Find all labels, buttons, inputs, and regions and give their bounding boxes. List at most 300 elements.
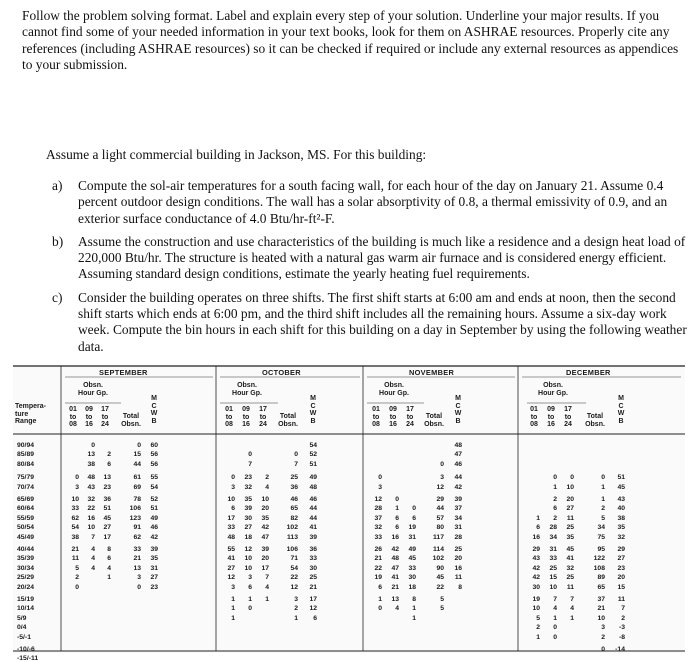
temperature-range-label: 15/19 — [17, 596, 35, 603]
bin-hours-cell: 4 — [91, 564, 95, 572]
mcwb-header-letter: C — [618, 402, 624, 410]
bin-hours-cell: 39 — [150, 546, 158, 553]
bin-hours-cell: 12 — [290, 583, 298, 591]
bin-hours-cell: -8 — [618, 633, 625, 641]
temperature-range-label: 85/89 — [17, 451, 35, 459]
bin-hours-cell: 114 — [433, 546, 444, 553]
bin-hours-cell: 35 — [566, 533, 574, 541]
bin-hours-cell: 11 — [71, 555, 79, 563]
bin-hours-cell: 16 — [87, 514, 95, 522]
obsn-label: Obsn. — [83, 382, 103, 389]
bin-hours-cell: 35 — [244, 496, 252, 503]
bin-hours-cell: 27 — [617, 555, 625, 563]
bin-hours-cell: 2 — [107, 451, 111, 459]
mcwb-header-letter: B — [310, 417, 316, 425]
bin-hours-cell: 102 — [432, 555, 444, 563]
mcwb-header-letter: W — [309, 410, 317, 418]
bin-hours-cell: 43 — [532, 555, 540, 563]
bin-hours-cell: 89 — [597, 574, 605, 582]
bin-hours-cell: 23 — [244, 474, 252, 482]
bin-hours-cell: 4 — [265, 583, 269, 591]
temperature-range-label: 20/24 — [17, 583, 35, 591]
bin-hours-cell: 11 — [617, 596, 625, 603]
bin-hours-cell: 47 — [454, 451, 462, 459]
bin-hours-cell: 47 — [391, 564, 399, 572]
bin-hours-cell: 33 — [408, 564, 416, 572]
bin-hours-cell: 2 — [75, 574, 79, 582]
hour-group-header-line: 09 — [547, 406, 555, 413]
bin-hours-cell: -3 — [618, 624, 625, 632]
bin-hours-cell: 46 — [150, 524, 158, 532]
bin-hours-cell: 34 — [549, 533, 557, 541]
bin-hours-cell: 44 — [309, 505, 317, 513]
bin-hours-cell: 44 — [133, 460, 141, 468]
bin-hours-cell: 65 — [597, 583, 605, 591]
total-obsn-header — [274, 413, 302, 428]
hour-group-header-line: to — [85, 413, 93, 421]
hour-group-header-line: 01 — [372, 406, 380, 413]
bin-hours-cell: 46 — [454, 460, 462, 468]
bin-hours-cell: 12 — [244, 546, 252, 553]
bin-hours-cell: 23 — [150, 583, 158, 591]
hour-group-header-line: 16 — [389, 421, 397, 429]
bin-hours-cell: 21 — [309, 583, 317, 591]
bin-hours-cell: 7 — [553, 596, 557, 603]
bin-hours-cell: 32 — [374, 524, 382, 532]
bin-hours-cell: 37 — [454, 505, 462, 513]
bin-hours-cell: 7 — [265, 574, 269, 582]
bin-hours-cell: 6 — [248, 583, 252, 591]
mcwb-header-letter: W — [617, 410, 625, 418]
bin-hours-cell: 3 — [231, 583, 235, 591]
bin-hours-cell: 48 — [87, 474, 95, 482]
hour-group-label: Hour Gp. — [379, 390, 409, 397]
bin-hours-cell: 54 — [309, 442, 317, 449]
mcwb-header-letter: W — [454, 410, 462, 418]
bin-hours-cell: 30 — [244, 514, 252, 522]
bin-hours-cell: 21 — [71, 546, 79, 553]
temperature-range-label: 45/49 — [17, 533, 35, 541]
bin-hours-cell: 27 — [227, 564, 235, 572]
mcwb-header-letter: C — [310, 402, 316, 410]
bin-hours-cell: 28 — [549, 524, 557, 532]
mcwb-header-letter: B — [151, 417, 157, 425]
total-obsn-header-line: Total — [425, 413, 443, 420]
bin-hours-cell: 113 — [287, 533, 298, 541]
bin-hours-cell: 36 — [309, 546, 317, 553]
bin-hours-cell: 42 — [391, 546, 399, 553]
bin-hours-cell: 8 — [458, 583, 462, 591]
bin-hours-cell: 15 — [549, 574, 557, 582]
hour-group-header — [402, 406, 418, 429]
bin-hours-cell: 28 — [454, 533, 462, 541]
hour-group-header-line: 17 — [564, 406, 572, 413]
bin-hours-cell: 17 — [261, 564, 269, 572]
bin-hours-cell: 31 — [549, 546, 557, 553]
hour-group-header — [221, 406, 237, 429]
bin-hours-cell: 3 — [75, 483, 79, 491]
bin-hours-cell: 5 — [75, 564, 79, 572]
bin-hours-cell: 78 — [133, 496, 141, 503]
bin-hours-cell: 27 — [150, 574, 158, 582]
bin-hours-cell: 4 — [107, 564, 111, 572]
hour-group-header-line: to — [242, 413, 250, 421]
bin-hours-cell: 22 — [374, 564, 382, 572]
bin-hours-cell: 10 — [244, 564, 252, 572]
bin-hours-cell: 40 — [617, 505, 625, 513]
bin-hours-cell: 51 — [617, 474, 625, 482]
bin-hours-cell: 10 — [87, 524, 95, 532]
bin-hours-cell: 108 — [593, 564, 605, 572]
bin-hours-cell: 49 — [309, 474, 317, 482]
obsn-label: Obsn. — [237, 382, 257, 389]
bin-hours-cell: 25 — [549, 564, 557, 572]
bin-hours-cell: 46 — [309, 496, 317, 503]
bin-hours-cell: 48 — [391, 555, 399, 563]
range-header — [15, 403, 57, 426]
instructions-text: Follow the problem solving format. Label and explain every step of your solution. Underline your major results. If you cannot find some of your needed information in your text books, look for them on ASHRAE resources. Properly cite any references (including ASHRAE resources) so it can be checked if required or include any external resources as appendices to your submission. — [22, 8, 679, 72]
bin-hours-cell: -14 — [615, 646, 625, 653]
bin-hours-cell: 49 — [408, 546, 416, 553]
bin-hours-cell: 11 — [454, 574, 462, 582]
bin-hours-cell: 0 — [75, 583, 79, 591]
hour-group-header-line: 09 — [389, 406, 397, 413]
bin-hours-cell: 5 — [440, 605, 444, 613]
hour-group-header-line: 16 — [85, 421, 93, 429]
bin-hours-cell: 41 — [566, 555, 574, 563]
bin-hours-cell: 20 — [454, 555, 462, 563]
bin-hours-cell: 30 — [408, 574, 416, 582]
bin-hours-cell: 33 — [133, 546, 141, 553]
problem-statement-text: Assume a light commercial building in Jackson, MS. For this building: — [46, 147, 427, 162]
bin-hours-cell: 0 — [395, 496, 399, 503]
bin-hours-cell: 65 — [290, 505, 298, 513]
bin-hours-cell: 16 — [391, 533, 399, 541]
bin-hours-cell: 2 — [601, 505, 605, 513]
bin-hours-cell: 4 — [91, 555, 95, 563]
mcwb-header — [308, 395, 318, 425]
bin-hours-cell: 31 — [408, 533, 416, 541]
bin-hours-cell: 123 — [129, 514, 141, 522]
bin-hours-cell: 55 — [150, 474, 158, 482]
bin-hours-cell: 1 — [536, 633, 540, 641]
bin-hours-cell: 3 — [137, 574, 141, 582]
bin-hours-cell: 17 — [103, 533, 111, 541]
bin-hours-cell: 1 — [601, 496, 605, 503]
bin-hours-cell: 44 — [436, 505, 444, 513]
bin-hours-cell: 29 — [617, 546, 625, 553]
question-label: c) — [52, 289, 63, 305]
bin-hours-cell: 0 — [601, 474, 605, 482]
temperature-range-label: 10/14 — [17, 605, 35, 613]
hour-group-header — [65, 406, 81, 429]
question-list — [40, 178, 690, 362]
bin-hours-cell: 4 — [570, 605, 574, 613]
hour-group-header-line: to — [530, 413, 538, 421]
bin-hours-cell: 31 — [454, 524, 462, 532]
bin-hours-cell: 61 — [133, 474, 141, 482]
bin-hours-cell: 3 — [440, 474, 444, 482]
bin-hours-cell: 0 — [553, 633, 557, 641]
bin-hours-cell: 33 — [71, 505, 79, 513]
hour-group-header-line: 24 — [406, 421, 414, 429]
bin-hours-cell: 54 — [71, 524, 79, 532]
bin-hours-cell: 10 — [71, 496, 79, 503]
bin-hours-cell: 44 — [309, 514, 317, 522]
bin-hours-cell: 82 — [290, 514, 298, 522]
bin-hours-cell: 42 — [261, 524, 269, 532]
hour-group-header-line: 08 — [69, 421, 77, 429]
bin-hours-cell: 6 — [395, 514, 399, 522]
bin-hours-cell: 38 — [87, 460, 95, 468]
bin-hours-cell: 13 — [391, 596, 399, 603]
bin-hours-cell: 19 — [408, 524, 416, 532]
bin-hours-cell: 21 — [391, 583, 399, 591]
bin-hours-cell: 4 — [395, 605, 399, 613]
temperature-range-label: 25/29 — [17, 574, 35, 582]
bin-hours-cell: 1 — [553, 483, 557, 491]
bin-hours-cell: 95 — [597, 546, 605, 553]
bin-hours-cell: 20 — [566, 496, 574, 503]
bin-hours-cell: 48 — [227, 533, 235, 541]
bin-hours-cell: 5 — [536, 614, 540, 622]
bin-hours-cell: 1 — [231, 605, 235, 613]
bin-hours-cell: 1 — [231, 614, 235, 622]
bin-hours-cell: 42 — [150, 533, 158, 541]
bin-hours-cell: 10 — [244, 555, 252, 563]
total-obsn-header-line: Total — [586, 413, 604, 420]
bin-hours-cell: 91 — [133, 524, 141, 532]
temperature-range-label: 65/69 — [17, 496, 35, 503]
month-december: DECEMBER — [566, 368, 611, 377]
bin-hours-cell: 48 — [309, 483, 317, 491]
bin-hours-cell: 4 — [553, 605, 557, 613]
question-label: a) — [52, 178, 63, 193]
bin-hours-cell: 23 — [103, 483, 111, 491]
bin-hours-cell: 2 — [553, 514, 557, 522]
hour-group-header-line: 08 — [225, 421, 233, 429]
bin-hours-cell: 0 — [553, 474, 557, 482]
hour-group-header-line: to — [547, 413, 555, 421]
bin-hours-cell: 102 — [286, 524, 298, 532]
mcwb-header-letter: M — [151, 395, 157, 402]
total-obsn-header-line: Obsn. — [278, 420, 298, 428]
mcwb-header-letter: C — [455, 402, 461, 410]
bin-hours-cell: 28 — [374, 505, 382, 513]
mcwb-header-letter: M — [618, 395, 624, 402]
bin-hours-cell: 47 — [261, 533, 269, 541]
hour-group-header-line: to — [259, 413, 267, 421]
bin-hours-cell: 11 — [566, 583, 574, 591]
bin-hours-cell: 10 — [597, 614, 605, 622]
bin-hours-cell: 54 — [290, 564, 298, 572]
bin-hours-cell: 2 — [601, 633, 605, 641]
bin-hours-cell: 18 — [408, 583, 416, 591]
bin-hours-cell: 75 — [597, 533, 605, 541]
bin-hours-cell: 56 — [150, 460, 158, 468]
total-obsn-header-line: Obsn. — [121, 420, 141, 428]
bin-hours-cell: 13 — [133, 564, 141, 572]
bin-hours-cell: 44 — [454, 474, 462, 482]
mcwb-header — [453, 395, 463, 425]
bin-hours-cell: 55 — [227, 546, 235, 553]
bin-hours-cell: 12 — [374, 496, 382, 503]
bin-hours-cell: 32 — [244, 483, 252, 491]
bin-hours-cell: 34 — [597, 524, 605, 532]
bin-hours-cell: 25 — [454, 546, 462, 553]
bin-hours-cell: 7 — [294, 460, 298, 468]
bin-hours-cell: 29 — [436, 496, 444, 503]
bin-hours-cell: 22 — [436, 583, 444, 591]
bin-hours-cell: 7 — [570, 596, 574, 603]
hour-group-label: Hour Gp. — [232, 390, 262, 397]
bin-hours-cell: 42 — [532, 564, 540, 572]
bin-hours-cell: 37 — [374, 514, 382, 522]
bin-hours-cell: 21 — [374, 555, 382, 563]
bin-hours-cell: 56 — [150, 451, 158, 459]
bin-hours-cell: 49 — [150, 514, 158, 522]
bin-hours-cell: 106 — [286, 546, 298, 553]
bin-hours-cell: 20 — [261, 555, 269, 563]
hour-group-label: Hour Gp. — [78, 390, 108, 397]
hour-group-label: Hour Gp. — [538, 390, 568, 397]
bin-hours-cell: 32 — [617, 533, 625, 541]
bin-hours-cell: 1 — [570, 614, 574, 622]
hour-group-header — [543, 406, 559, 429]
bin-hours-cell: 25 — [309, 574, 317, 582]
hour-group-header — [255, 406, 271, 429]
bin-hours-cell: 6 — [536, 524, 540, 532]
total-obsn-header-line: Total — [122, 413, 140, 420]
mcwb-header-letter: C — [151, 402, 157, 410]
bin-hours-cell: 8 — [107, 546, 111, 553]
bin-hours-cell: 45 — [408, 555, 416, 563]
bin-hours-cell: 33 — [374, 533, 382, 541]
table-rules — [13, 365, 685, 653]
bin-hours-cell: 51 — [309, 460, 317, 468]
bin-hours-cell: 1 — [107, 574, 111, 582]
bin-hours-cell: 38 — [617, 514, 625, 522]
hour-group-header-line: 08 — [372, 421, 380, 429]
bin-hours-cell: 16 — [532, 533, 540, 541]
question-label: b) — [52, 233, 64, 249]
total-obsn-header — [420, 413, 448, 428]
bin-hours-cell: 27 — [566, 505, 574, 513]
bin-hours-cell: 12 — [309, 605, 317, 613]
hour-group-header-line: 08 — [530, 421, 538, 429]
bin-hours-cell: 26 — [374, 546, 382, 553]
bin-hours-cell: 52 — [309, 451, 317, 459]
bin-hours-cell: 30 — [309, 564, 317, 572]
bin-hours-cell: 18 — [244, 533, 252, 541]
bin-hours-cell: 80 — [436, 524, 444, 532]
hour-group-header-line: to — [225, 413, 233, 421]
bin-hours-cell: 1 — [395, 505, 399, 513]
bin-hours-cell: 6 — [553, 505, 557, 513]
bin-hours-cell: 0 — [294, 451, 298, 459]
bin-hours-cell: 25 — [566, 524, 574, 532]
bin-hours-cell: 6 — [395, 524, 399, 532]
hour-group-header-line: 09 — [242, 406, 250, 413]
bin-hours-cell: 36 — [103, 496, 111, 503]
bin-hours-cell: 13 — [103, 474, 111, 482]
question-text: Consider the building operates on three shifts. The first shift starts at 6:00 am and ends at noon, then the second shift starts which ends at 6:00 pm, and the third shift includes all the remaining hours. Assume a six-day work week. Compute the bin hours in each shift for this building on a day in September by using the following weather data. — [78, 289, 687, 354]
hour-group-header-line: to — [389, 413, 397, 421]
bin-hours-cell: 7 — [621, 605, 625, 613]
bin-hours-cell: 41 — [227, 555, 235, 563]
bin-hours-cell: 15 — [133, 451, 141, 459]
bin-hours-cell: 45 — [566, 546, 574, 553]
bin-hours-cell: 34 — [454, 514, 462, 522]
temperature-range-label: -5/-1 — [17, 633, 31, 641]
mcwb-header — [149, 395, 159, 425]
bin-hours-cell: 33 — [549, 555, 557, 563]
bin-hours-cell: 32 — [566, 564, 574, 572]
bin-hours-cell: 32 — [87, 496, 95, 503]
bin-hours-cell: 12 — [227, 574, 235, 582]
hour-group-header-line: 24 — [259, 421, 267, 429]
bin-hours-cell: 36 — [290, 483, 298, 491]
temperature-range-label: -15/-11 — [17, 655, 39, 662]
mcwb-header — [616, 395, 626, 425]
bin-hours-cell: 1 — [265, 596, 269, 603]
bin-hours-cell: 13 — [87, 451, 95, 459]
question-a — [40, 178, 690, 227]
hour-group-header — [97, 406, 113, 429]
obsn-label: Obsn. — [384, 382, 404, 389]
hour-group-header — [238, 406, 254, 429]
mcwb-header-letter: B — [618, 417, 624, 425]
bin-hours-cell: 1 — [536, 514, 540, 522]
bin-hours-cell: 0 — [137, 583, 141, 591]
bin-hours-cell: 20 — [617, 574, 625, 582]
bin-hours-cell: 8 — [412, 596, 416, 603]
bin-hours-cell: 6 — [107, 460, 111, 468]
bin-hours-cell: 27 — [103, 524, 111, 532]
hour-group-header-line: to — [372, 413, 380, 421]
bin-hours-cell: 25 — [566, 574, 574, 582]
bin-hours-cell: 20 — [261, 505, 269, 513]
mcwb-header-letter: W — [150, 410, 158, 418]
bin-hours-cell: 12 — [436, 483, 444, 491]
bin-hours-cell: 43 — [87, 483, 95, 491]
bin-hours-cell: 4 — [265, 483, 269, 491]
bin-hours-cell: 22 — [87, 505, 95, 513]
bin-hours-cell: 51 — [150, 505, 158, 513]
problem-statement — [46, 147, 676, 163]
mcwb-header-letter: M — [455, 395, 461, 402]
hour-group-header-line: 17 — [406, 406, 414, 413]
bin-hours-cell: 106 — [129, 505, 141, 513]
bin-hours-cell: 17 — [309, 596, 317, 603]
bin-hours-cell: 46 — [290, 496, 298, 503]
bin-hours-cell: 69 — [133, 483, 141, 491]
bin-hours-cell: 19 — [374, 574, 382, 582]
total-obsn-header-line: Obsn. — [585, 420, 605, 428]
bin-hours-cell: 38 — [71, 533, 79, 541]
bin-hours-cell: 7 — [91, 533, 95, 541]
temperature-range-label: 5/9 — [17, 614, 27, 622]
instructions-paragraph — [22, 8, 684, 73]
bin-hours-cell: 31 — [150, 564, 158, 572]
bin-hours-cell: 33 — [309, 555, 317, 563]
bin-hours-cell: 39 — [261, 546, 269, 553]
bin-hours-cell: 1 — [248, 596, 252, 603]
mcwb-header-letter: M — [310, 395, 316, 402]
hour-group-header-line: 24 — [101, 421, 109, 429]
bin-hours-cell: 5 — [601, 514, 605, 522]
bin-hours-cell: 3 — [231, 483, 235, 491]
